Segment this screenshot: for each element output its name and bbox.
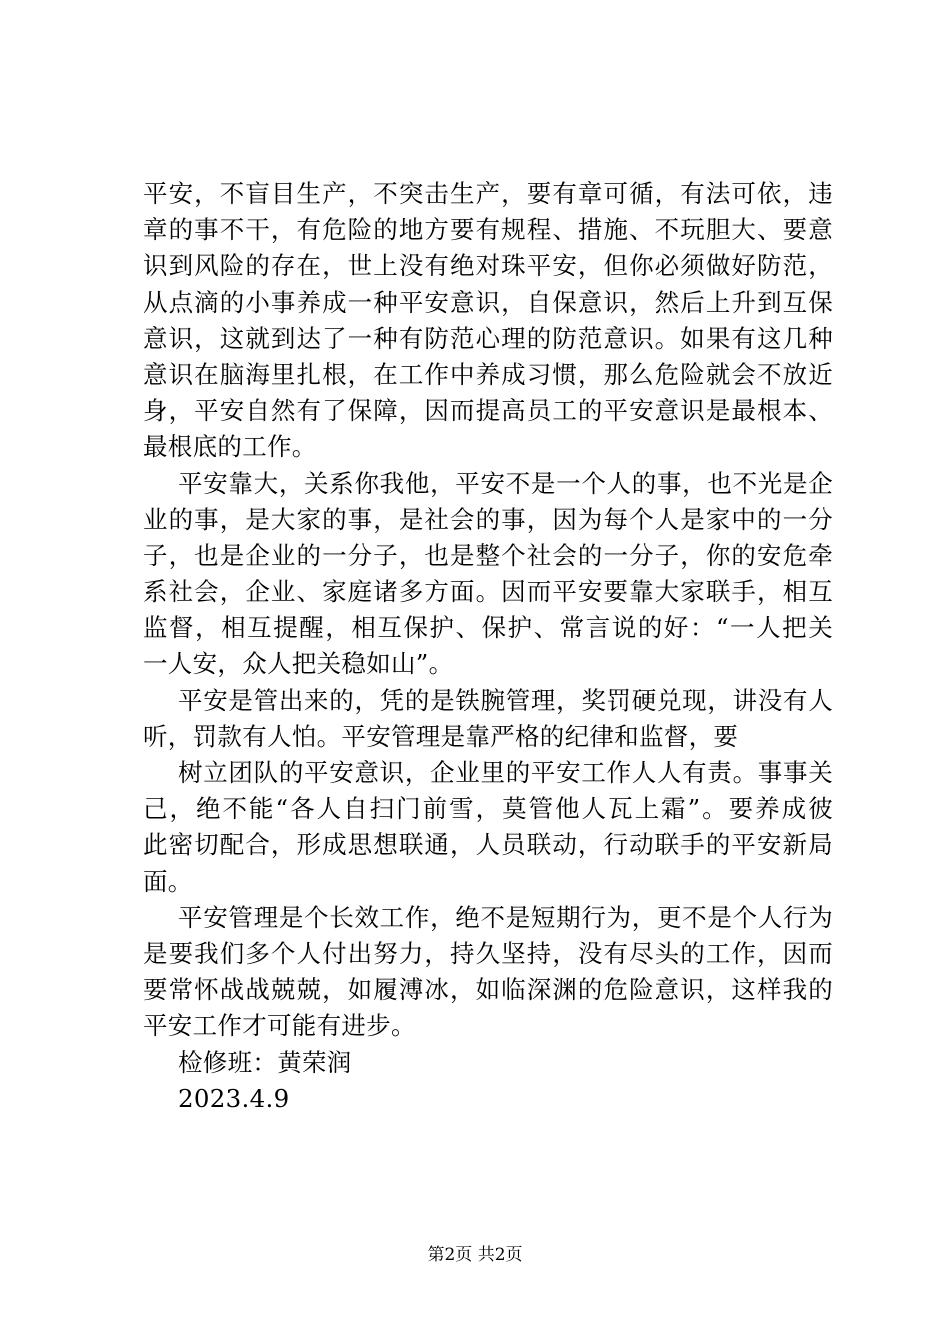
text-line: 此密切配合，形成思想联通，人员联动，行动联手的平安新局 [143, 830, 833, 860]
text-line: 业的事，是大家的事，是社会的事，因为每个人是家中的一分 [143, 504, 833, 534]
text-line: 意识在脑海里扎根，在工作中养成习惯，那么危险就会不放近 [143, 359, 833, 389]
text-line: 章的事不干，有危险的地方要有规程、措施、不玩胆大、要意 [143, 215, 833, 245]
text-line: 检修班：黄荣润 [178, 1047, 352, 1077]
text-line: 系社会，企业、家庭诸多方面。因而平安要靠大家联手，相互 [143, 577, 833, 607]
text-line: 监督，相互提醒，相互保护、保护、常言说的好：“一人把关 [143, 613, 833, 643]
text-line: 从点滴的小事养成一种平安意识，自保意识，然后上升到互保 [143, 287, 833, 317]
document-body [143, 176, 833, 1117]
text-line: 是要我们多个人付出努力，持久坚持，没有尽头的工作，因而 [143, 938, 833, 968]
text-line: 子，也是企业的一分子，也是整个社会的一分子，你的安危牵 [143, 540, 833, 570]
text-line: 平安，不盲目生产，不突击生产，要有章可循，有法可依，违 [143, 179, 833, 208]
text-line: 一人安，众人把关稳如山”。 [143, 649, 454, 679]
text-line: 己，绝不能“各人自扫门前雪，莫管他人瓦上霜”。要养成彼 [143, 794, 833, 824]
text-line: 身，平安自然有了保障，因而提高员工的平安意识是最根本、 [143, 396, 833, 426]
text-line: 树立团队的平安意识，企业里的平安工作人人有责。事事关 [178, 758, 833, 787]
text-line: 最根底的工作。 [143, 432, 317, 462]
text-line: 平安管理是个长效工作，绝不是短期行为，更不是个人行为 [178, 902, 833, 932]
text-line: 意识，这就到达了一种有防范心理的防范意识。如果有这几种 [143, 323, 833, 353]
text-line: 平安是管出来的，凭的是铁腕管理，奖罚硬兑现，讲没有人 [178, 685, 833, 715]
text-line: 2023.4.9 [178, 1083, 290, 1113]
text-line: 面。 [143, 866, 193, 896]
page-footer: 第2页 共2页 [427, 1245, 523, 1265]
text-line: 要常怀战战兢兢，如履溥冰，如临深渊的危险意识，这样我的 [143, 975, 833, 1005]
text-line: 平安靠大，关系你我他，平安不是一个人的事，也不光是企 [178, 468, 833, 498]
text-line: 识到风险的存在，世上没有绝对珠平安，但你必须做好防范， [143, 251, 833, 281]
text-line: 平安工作才可能有进步。 [143, 1011, 416, 1041]
text-line: 听，罚款有人怕。平安管理是靠严格的纪律和监督，要 [143, 721, 739, 751]
